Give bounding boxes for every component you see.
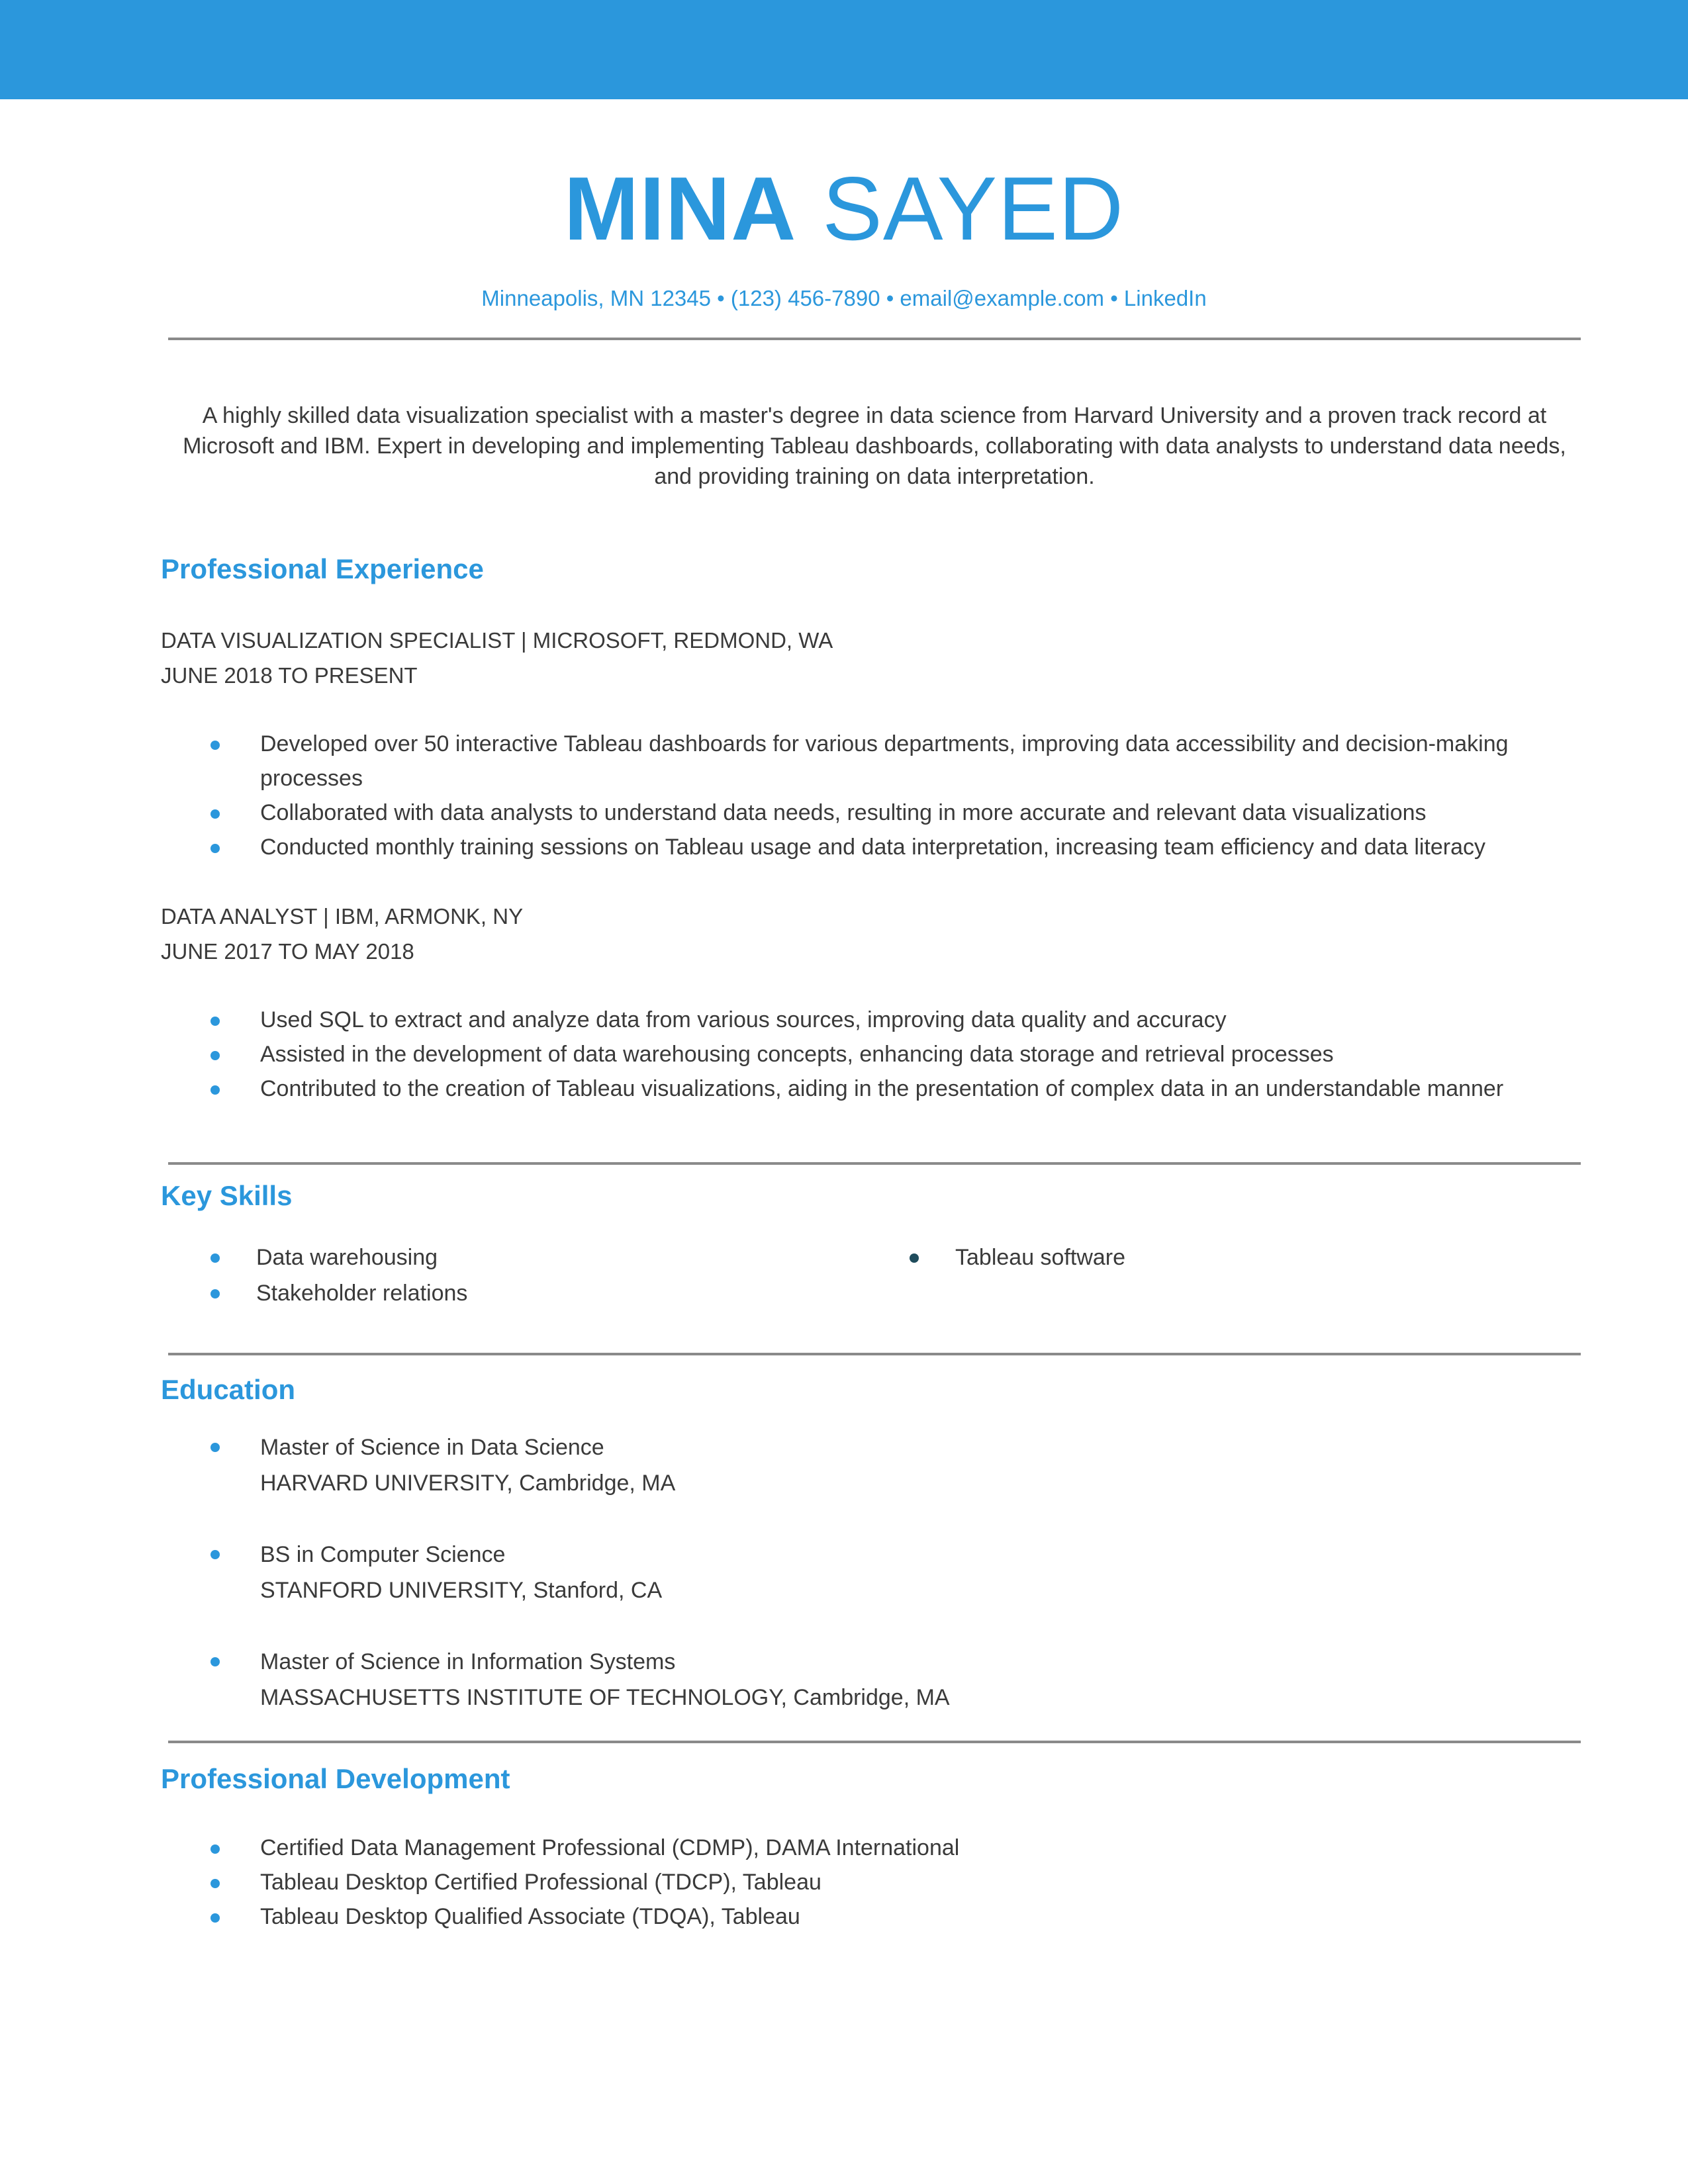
education-title: Education — [161, 1374, 296, 1405]
bullet-icon — [211, 1657, 220, 1666]
list-item: Developed over 50 interactive Tableau dashboards for various departments, improving data accessibility and decision-making processes — [161, 727, 1584, 796]
last-name: SAYED — [822, 158, 1125, 259]
development-title: Professional Development — [161, 1763, 510, 1794]
degree: Master of Science in Information Systems — [260, 1649, 676, 1674]
education-item — [260, 1430, 675, 1501]
bullet-icon — [211, 1085, 220, 1095]
school: HARVARD UNIVERSITY, Cambridge, MA — [260, 1471, 676, 1496]
bullet-icon — [211, 1253, 220, 1263]
divider — [168, 1162, 1581, 1165]
bullet-icon — [211, 809, 220, 819]
bullet-icon — [211, 1051, 220, 1060]
education-item — [260, 1644, 950, 1715]
skill-item: Data warehousing — [256, 1240, 438, 1275]
job-bullets — [161, 727, 1584, 864]
job-heading: DATA ANALYST | IBM, ARMONK, NY — [161, 904, 524, 929]
job-dates: JUNE 2017 TO MAY 2018 — [161, 939, 414, 964]
list-item: Collaborated with data analysts to understand data needs, resulting in more accurate and relevant data visualizations — [161, 796, 1584, 830]
bullet-icon — [211, 1289, 220, 1298]
bullet-icon — [211, 741, 220, 750]
job-header — [161, 899, 523, 969]
divider — [168, 1741, 1581, 1743]
job-heading: DATA VISUALIZATION SPECIALIST | MICROSOFT, REDMOND, WA — [161, 628, 833, 653]
summary: A highly skilled data visualization specialist with a master's degree in data science from Harvard University and a proven track record at Microsoft and IBM. Expert in developing and implementing Tableau dashboards, collaborating with data analysts to understand data needs, and providing training on data interpretation. — [183, 403, 1566, 489]
skill-item: Tableau software — [955, 1240, 1125, 1275]
job-bullets — [161, 1003, 1584, 1106]
divider — [168, 338, 1581, 340]
skills-title: Key Skills — [161, 1180, 293, 1211]
education-item — [260, 1537, 662, 1608]
list-item: Contributed to the creation of Tableau visualizations, aiding in the presentation of complex data in an understandable manner — [161, 1071, 1584, 1106]
school: STANFORD UNIVERSITY, Stanford, CA — [260, 1578, 663, 1603]
list-item: Certified Data Management Professional (CDMP), DAMA International — [161, 1831, 1584, 1865]
candidate-name — [0, 156, 1688, 261]
bullet-icon — [211, 1844, 220, 1854]
list-item: Used SQL to extract and analyze data from various sources, improving data quality and accuracy — [161, 1003, 1584, 1037]
bullet-icon — [211, 1550, 220, 1559]
bullet-icon — [211, 1913, 220, 1923]
experience-title: Professional Experience — [161, 553, 484, 584]
divider — [168, 1353, 1581, 1355]
bullet-icon — [211, 1879, 220, 1888]
degree: BS in Computer Science — [260, 1542, 506, 1567]
list-item: Assisted in the development of data warehousing concepts, enhancing data storage and retrieval processes — [161, 1037, 1584, 1071]
first-name: MINA — [563, 158, 797, 259]
header-banner — [0, 0, 1688, 99]
skill-item: Stakeholder relations — [256, 1276, 467, 1310]
bullet-icon — [910, 1253, 919, 1263]
list-item: Tableau Desktop Certified Professional (TDCP), Tableau — [161, 1865, 1584, 1899]
school: MASSACHUSETTS INSTITUTE OF TECHNOLOGY, Cambridge, MA — [260, 1685, 950, 1710]
contact-line: Minneapolis, MN 12345 • (123) 456-7890 • email@example.com • LinkedIn — [481, 286, 1207, 310]
job-dates: JUNE 2018 TO PRESENT — [161, 663, 418, 688]
bullet-icon — [211, 844, 220, 853]
job-header — [161, 623, 833, 693]
bullet-icon — [211, 1017, 220, 1026]
development-list — [161, 1831, 1584, 1934]
list-item: Conducted monthly training sessions on Tableau usage and data interpretation, increasing team efficiency and data literacy — [161, 830, 1584, 864]
degree: Master of Science in Data Science — [260, 1435, 604, 1460]
bullet-icon — [211, 1443, 220, 1452]
list-item: Tableau Desktop Qualified Associate (TDQA), Tableau — [161, 1899, 1584, 1934]
